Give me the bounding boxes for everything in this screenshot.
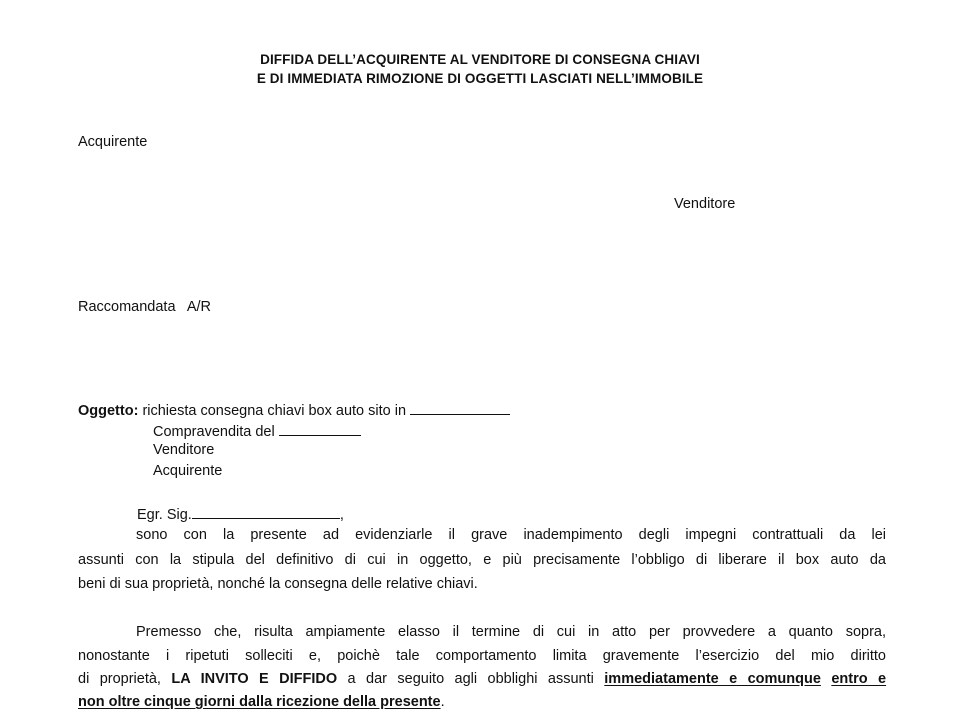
sale-date-blank	[279, 423, 361, 436]
paragraph-2-line-3	[78, 671, 886, 687]
paragraph-1-line-2: assunti con la stipula del definitivo di cui in oggetto, e più precisamente l’obbligo di liberare il box auto da	[78, 552, 886, 568]
address-blank	[410, 402, 510, 415]
paragraph-2-line-4	[78, 694, 886, 710]
subject-seller: Venditore	[153, 442, 215, 458]
paragraph-2-line-1: Premesso che, risulta ampiamente elasso il termine di cui in atto per provvedere a quanto sopra,	[136, 624, 886, 640]
p2-l4-underline: non oltre cinque giorni dalla ricezione della presente	[78, 694, 441, 710]
p2-l3-mid: a dar seguito agli obblighi assunti	[347, 671, 594, 687]
p2-l3-plain: di proprietà,	[78, 671, 161, 687]
p2-l3-underline-end: entro e	[831, 671, 887, 687]
salutation-text: Egr. Sig.	[137, 507, 192, 523]
recipient-label: Venditore	[674, 196, 736, 212]
name-blank	[192, 506, 340, 519]
p2-l3-bold: LA INVITO E DIFFIDO	[171, 671, 338, 687]
subject-label: Oggetto:	[78, 403, 139, 419]
sale-date-label: Compravendita del	[153, 424, 275, 440]
salutation-comma: ,	[339, 507, 344, 523]
subject-line-2	[153, 423, 361, 440]
p2-l3-bold-underline: immediatamente e comunque	[604, 671, 821, 687]
document-title-line-1: DIFFIDA DELL’ACQUIRENTE AL VENDITORE DI CONSEGNA CHIAVI	[260, 52, 700, 67]
salutation	[137, 506, 344, 523]
document-title-line-2: E DI IMMEDIATA RIMOZIONE DI OGGETTI LASCIATI NELL’IMMOBILE	[256, 71, 704, 86]
p2-l4-end: .	[440, 694, 445, 710]
paragraph-1-line-1: sono con la presente ad evidenziarle il grave inadempimento degli impegni contrattuali da lei	[136, 527, 886, 543]
paragraph-1-line-3: beni di sua proprietà, nonché la consegna delle relative chiavi.	[78, 576, 478, 592]
delivery-method: Raccomandata A/R	[78, 299, 211, 315]
subject-line-1	[78, 402, 510, 419]
sender-label: Acquirente	[78, 134, 148, 150]
paragraph-2-line-2: nonostante i ripetuti solleciti e, poichè tale comportamento limita gravemente l’esercizio del mio diritto	[78, 648, 886, 664]
subject-buyer: Acquirente	[153, 463, 223, 479]
subject-text: richiesta consegna chiavi box auto sito in	[142, 403, 407, 419]
